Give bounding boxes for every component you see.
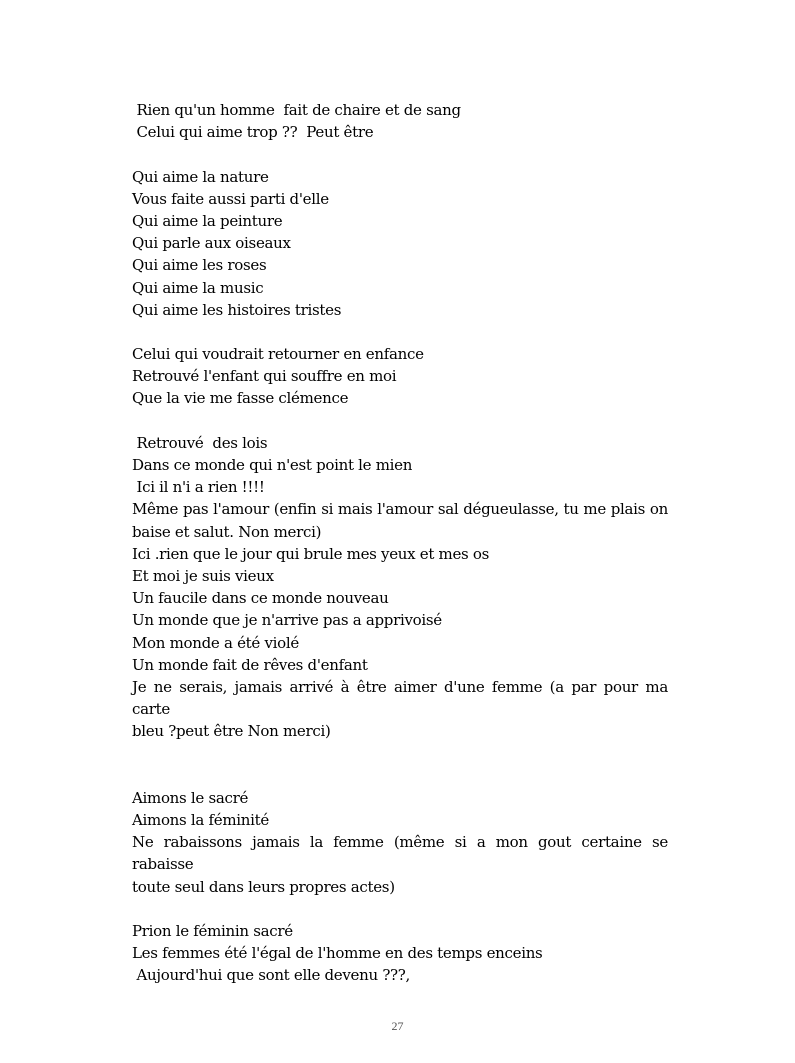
- stanza-separator: [132, 742, 668, 786]
- poem-line: Un monde fait de rêves d'enfant: [132, 655, 368, 674]
- poem-line: Aimons la féminité: [132, 811, 269, 830]
- stanza-1: [132, 99, 668, 143]
- poem-line: Dans ce monde qui n'est point le mien: [132, 456, 413, 474]
- poem-line: Rien qu'un homme fait de chaire et de sang: [132, 101, 461, 119]
- stanza-6: [132, 920, 668, 987]
- poem-line: Aimons le sacré: [132, 788, 249, 807]
- stanza-separator: [132, 143, 668, 165]
- stanza-5: [132, 787, 668, 898]
- poem-line-continuation: toute seul dans leurs propres actes): [132, 877, 395, 896]
- poem-line: Et moi je suis vieux: [132, 566, 274, 585]
- poem-line-wrapped: Je ne serais, jamais arrivé à être aimer d'une femme (a par pour ma carte: [132, 677, 668, 719]
- poem-line: Les femmes été l'égal de l'homme en des temps enceins: [132, 944, 543, 963]
- poem-line: Un faucile dans ce monde nouveau: [132, 589, 389, 608]
- poem-line: Qui aime la music: [132, 278, 264, 297]
- poem-line: Ici .rien que le jour qui brule mes yeux et mes os: [132, 544, 490, 563]
- stanza-separator: [132, 898, 668, 920]
- stanza-separator: [132, 410, 668, 432]
- poem-line: Mon monde a été violé: [132, 633, 299, 652]
- poem-line: Celui qui aime trop ?? Peut être: [132, 123, 374, 142]
- page-number: 27: [391, 1019, 404, 1033]
- document-page: [132, 99, 668, 987]
- poem-line: Qui aime la peinture: [132, 211, 283, 230]
- poem-line: Retrouvé l'enfant qui souffre en moi: [132, 367, 397, 386]
- stanza-4: [132, 432, 668, 743]
- poem-line: Qui aime les histoires tristes: [132, 300, 342, 319]
- poem-line: Qui aime la nature: [132, 167, 269, 186]
- poem-line: Celui qui voudrait retourner en enfance: [132, 345, 424, 364]
- poem-line: Vous faite aussi parti d'elle: [132, 189, 329, 208]
- poem-line-wrapped: Même pas l'amour (enfin si mais l'amour sal dégueulasse, tu me plais on: [132, 500, 668, 519]
- poem-line: Qui aime les roses: [132, 256, 267, 275]
- poem-line-wrapped: Ne rabaissons jamais la femme (même si a mon gout certaine se rabaisse: [132, 833, 668, 874]
- poem-line-continuation: bleu ?peut être Non merci): [132, 722, 331, 741]
- stanza-2: [132, 166, 668, 321]
- poem-line: Que la vie me fasse clémence: [132, 389, 349, 408]
- stanza-separator: [132, 321, 668, 343]
- poem-line: Prion le féminin sacré: [132, 922, 293, 941]
- stanza-3: [132, 343, 668, 410]
- poem-line: Un monde que je n'arrive pas a apprivoisé: [132, 611, 442, 630]
- poem-line-continuation: baise et salut. Non merci): [132, 522, 322, 541]
- poem-line: Retrouvé des lois: [132, 433, 268, 452]
- poem-line: Qui parle aux oiseaux: [132, 234, 291, 253]
- poem-line: Ici il n'i a rien !!!!: [132, 478, 265, 497]
- poem-line: Aujourd'hui que sont elle devenu ???,: [132, 966, 411, 985]
